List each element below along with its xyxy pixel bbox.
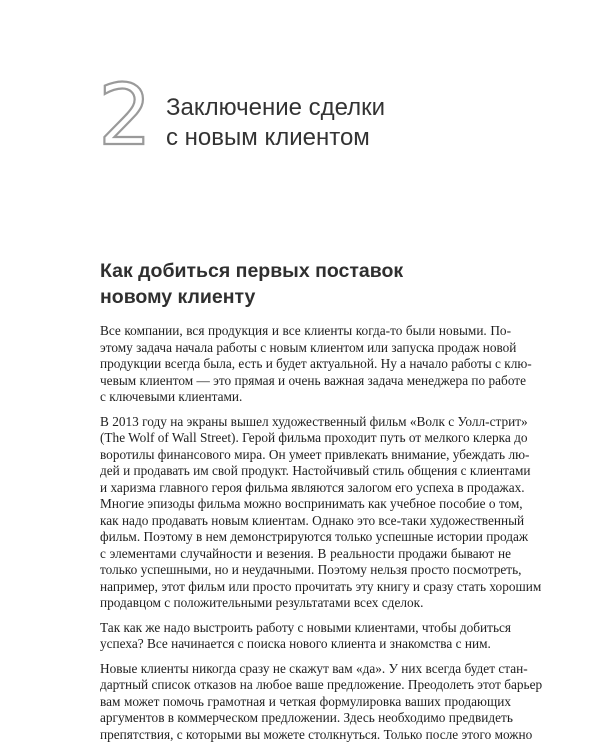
chapter-number-outline bbox=[96, 78, 154, 154]
text-line: вам может помочь грамотная и четкая формулировка ваших продающих bbox=[100, 693, 511, 709]
body-text bbox=[100, 323, 543, 751]
text-line: Все компании, вся продукция и все клиенты когда-то были новыми. По- bbox=[100, 323, 511, 338]
text-line: (The Wolf of Wall Street). Герой фильма проходит путь от мелкого клерка до bbox=[100, 430, 528, 445]
chapter-number bbox=[96, 78, 154, 154]
text-line: дартный список отказов на любое ваше предложение. Преодолеть этот барьер bbox=[100, 677, 543, 692]
paragraph bbox=[100, 620, 511, 653]
text-line: продукции всегда была, есть и будет актуальной. Ну а начало работы с клю- bbox=[100, 356, 532, 371]
text-line: аргументов в коммерческом предложении. Здесь необходимо предвидеть bbox=[100, 710, 513, 725]
paragraph bbox=[100, 660, 543, 744]
text-line: воротилы финансового мира. Он умеет привлекать внимание, убеждать лю- bbox=[100, 446, 530, 462]
chapter-title-line: Заключение сделки bbox=[166, 94, 386, 121]
chapter-title bbox=[166, 93, 385, 153]
text-line: только успешными, но и неудачными. Поэтому нельзя просто посмотреть, bbox=[100, 562, 522, 577]
text-line: продавцом с положительными результатами всех сделок. bbox=[100, 595, 424, 610]
section-heading-line: новому клиенту bbox=[100, 286, 256, 308]
text-line: Многие эпизоды фильма можно воспринимать как учебное пособие о том, bbox=[100, 496, 523, 511]
text-line: фильм. Поэтому в нем демонстрируются только успешные истории продаж bbox=[100, 529, 529, 544]
chapter-number-digit: 2 bbox=[98, 78, 152, 154]
text-line: успеха? Все начинается с поиска нового клиента и знакомства с ним. bbox=[100, 636, 491, 651]
text-line: дей и продавать им свой продукт. Настойчивый стиль общения с клиентами bbox=[100, 463, 531, 478]
text-line: и харизма главного героя фильма являются залогом его успеха в продажах. bbox=[100, 479, 525, 495]
text-line: Так как же надо выстроить работу с новыми клиентами, чтобы добиться bbox=[100, 619, 512, 635]
text-line: этому задача начала работы с новым клиентом или запуска продаж новой bbox=[100, 339, 517, 355]
text-line: В 2013 году на экраны вышел художественный фильм «Волк с Уолл-стрит» bbox=[100, 413, 528, 429]
text-line: препятствия, с которыми вы можете столкнуться. Только после этого можно bbox=[100, 726, 533, 742]
text-line: Новые клиенты никогда сразу не скажут вам «да». У них всегда будет стан- bbox=[100, 660, 528, 676]
text-line: с элементами случайности и везения. В реальности продажи бывают не bbox=[100, 545, 511, 561]
text-line: чевым клиентом — это прямая и очень важная задача менеджера по работе bbox=[100, 372, 527, 388]
chapter-title-line: с новым клиентом bbox=[166, 124, 370, 151]
text-line: например, этот фильм или просто прочитать эту книгу и сразу стать хорошим bbox=[100, 578, 542, 594]
section-heading bbox=[100, 258, 403, 310]
paragraph bbox=[100, 323, 532, 406]
text-line: как надо продавать новым клиентам. Однако это все-таки художественный bbox=[100, 512, 525, 528]
section-heading-line: Как добиться первых поставок bbox=[100, 260, 404, 282]
text-line: с ключевыми клиентами. bbox=[100, 389, 243, 404]
paragraph bbox=[100, 413, 542, 612]
